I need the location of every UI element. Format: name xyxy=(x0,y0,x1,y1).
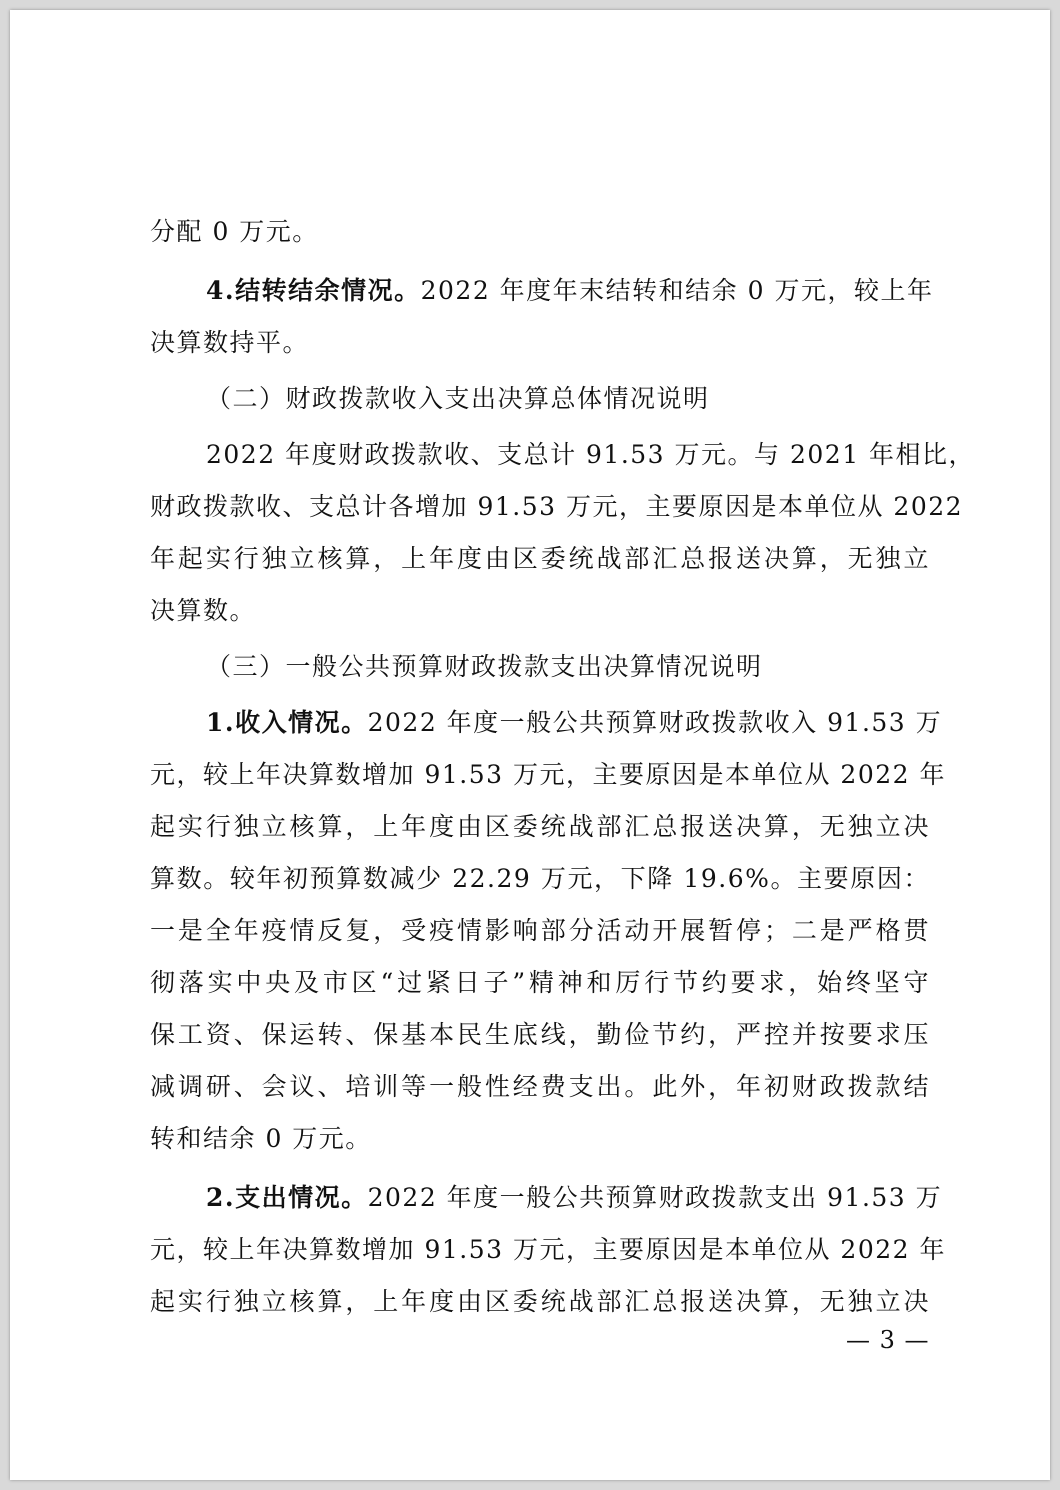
paragraph-line: 转和结余 0 万元。 xyxy=(150,1124,372,1153)
paragraph-line: 起实行独立核算，上年度由区委统战部汇总报送决算，无独立决 xyxy=(150,812,930,841)
bold-lead: 4.结转结余情况。 xyxy=(206,276,421,305)
paragraph-line: 2.支出情况。2022 年度一般公共预算财政拨款支出 91.53 万 xyxy=(206,1183,943,1212)
bold-lead: 2.支出情况。 xyxy=(206,1183,368,1212)
paragraph-line: 保工资、保运转、保基本民生底线，勤俭节约，严控并按要求压 xyxy=(150,1020,930,1049)
paragraph-line: 元，较上年决算数增加 91.53 万元，主要原因是本单位从 2022 年 xyxy=(150,1235,946,1264)
paragraph-line: 算数。较年初预算数减少 22.29 万元，下降 19.6%。主要原因： xyxy=(150,864,930,893)
paragraph-line: 2022 年度财政拨款收、支总计 91.53 万元。与 2021 年相比， xyxy=(206,440,976,469)
paragraph-line: 财政拨款收、支总计各增加 91.53 万元，主要原因是本单位从 2022 xyxy=(150,492,964,521)
paragraph-line: 4.结转结余情况。2022 年度年末结转和结余 0 万元，较上年 xyxy=(206,276,934,305)
paragraph-line: 一是全年疫情反复，受疫情影响部分活动开展暂停；二是严格贯 xyxy=(150,916,930,945)
paragraph-line: 年起实行独立核算，上年度由区委统战部汇总报送决算，无独立 xyxy=(150,544,930,573)
bold-lead: 1.收入情况。 xyxy=(206,708,368,737)
section-heading: （二）财政拨款收入支出决算总体情况说明 xyxy=(206,384,710,413)
paragraph-line: 1.收入情况。2022 年度一般公共预算财政拨款收入 91.53 万 xyxy=(206,708,943,737)
paragraph-line: 起实行独立核算，上年度由区委统战部汇总报送决算，无独立决 xyxy=(150,1287,930,1316)
paragraph-line: 分配 0 万元。 xyxy=(150,217,319,246)
document-page xyxy=(10,10,1050,1480)
page-number: — 3 — xyxy=(846,1326,930,1354)
paragraph-line: 减调研、会议、培训等一般性经费支出。此外，年初财政拨款结 xyxy=(150,1072,930,1101)
paragraph-line: 决算数。 xyxy=(150,596,257,625)
paragraph-line: 决算数持平。 xyxy=(150,328,310,357)
paragraph-line: 彻落实中央及市区“过紧日子”精神和厉行节约要求，始终坚守 xyxy=(150,968,930,997)
paragraph-line: 元，较上年决算数增加 91.53 万元，主要原因是本单位从 2022 年 xyxy=(150,760,946,789)
section-heading: （三）一般公共预算财政拨款支出决算情况说明 xyxy=(206,652,763,681)
body-text xyxy=(150,206,976,1328)
